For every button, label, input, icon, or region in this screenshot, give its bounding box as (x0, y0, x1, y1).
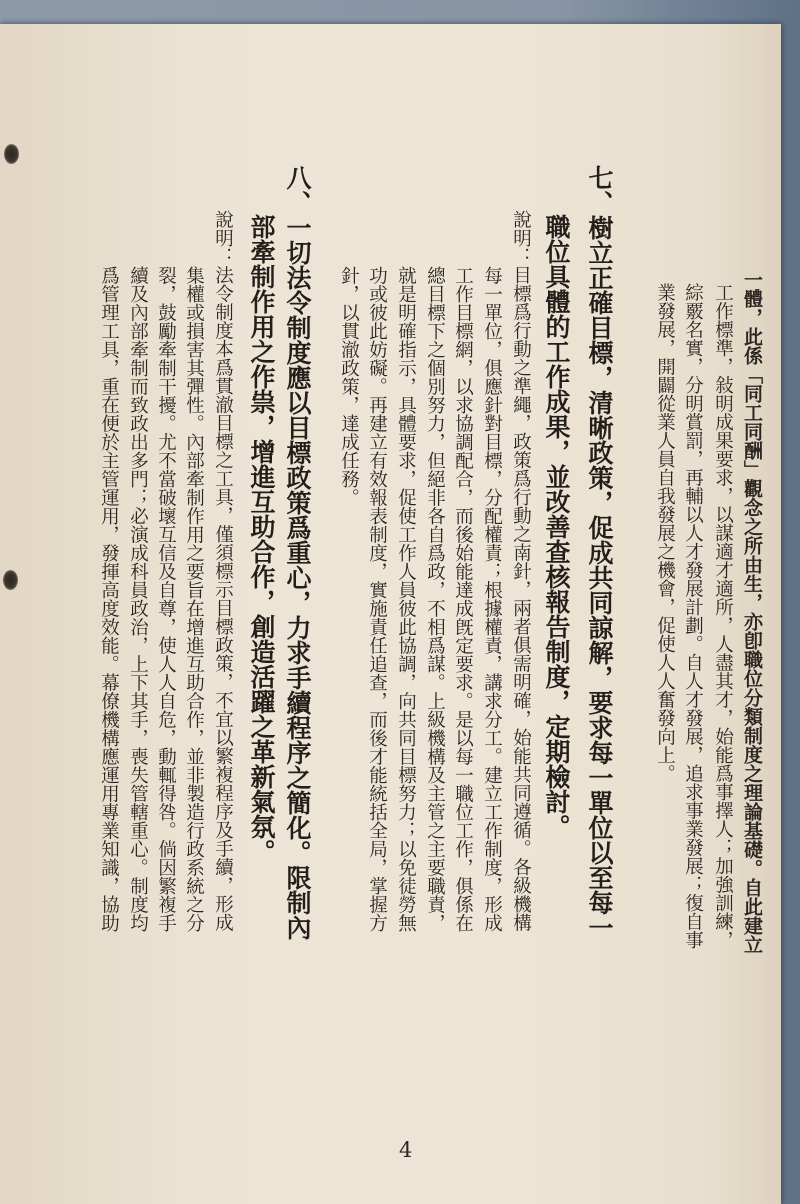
section-7-note-line: 就是明確指示，具體要求，促使工作人員彼此協調，向共同目標努力；以免徒勞無 (395, 266, 417, 932)
section-7-note-line: 說明：目標爲行動之準繩，政策爲行動之南針，兩者俱需明確，始能共同遵循。各級機構 (510, 210, 532, 932)
section-7-note-line: 功或彼此妨礙。再建立有效報表制度，實施責任追查，而後才能統括全局，掌握方 (366, 266, 388, 932)
page-number: 4 (399, 1138, 413, 1162)
section-7-heading-line: 職位具體的工作成果，並改善查核報告制度，定期檢討。 (542, 214, 571, 839)
section-8-note-line: 爲管理工具，重在便於主管運用，發揮高度效能。幕僚機構應運用專業知識，協助 (98, 266, 120, 932)
continuation-line: 工作標準，敍明成果要求，以謀適才適所，人盡其才，始能爲事擇人；加強訓練， (712, 283, 734, 949)
section-7-heading-line: 七、樹立正確目標，清晰政策，促成共同諒解，要求每一單位以至每一 (585, 165, 614, 940)
continuation-line: 業發展，開闢從業人員自我發展之機會，促使人人奮發向上。 (654, 283, 676, 783)
continuation-line: 綜覈名實，分明賞罰，再輔以人才發展計劃。自人才發展，追求事業發展；復自事 (682, 283, 704, 949)
section-8-note-line: 說明：法令制度本爲貫澈目標之工具，僅須標示目標政策，不宜以繁複程序及手續，形成 (212, 210, 234, 932)
section-8-heading-line: 部牽制作用之作祟，增進互助合作，創造活躍之革新氣氛。 (247, 214, 276, 864)
section-7-note-line: 總目標下之個別努力，但絕非各自爲政，不相爲謀。上級機構及主管之主要職責， (424, 266, 446, 932)
section-8-note-line: 裂，鼓勵牽制干擾。尤不當破壞互信及自尊，使人人自危，動輒得咎。倘因繁複手 (155, 266, 177, 932)
continuation-line: 一體，此係「同工同酬」觀念之所由生，亦卽職位分類制度之理論基礎。自此建立 (741, 270, 763, 954)
section-8-heading-line: 八、一切法令制度應以目標政策爲重心，力求手續程序之簡化。限制內 (283, 165, 312, 940)
section-7-note-line: 工作目標網，以求協調配合，而後始能達成旣定要求。是以每一職位工作，俱係在 (452, 266, 474, 932)
section-7-note-line: 每一單位，俱應針對目標，分配權責；根據權責，講求分工。建立工作制度，形成 (481, 266, 503, 932)
section-8-note-line: 續及內部牽制而致政出多門；必演成科員政治，上下其手，喪失管轄重心。制度均 (127, 266, 149, 932)
section-7-note-line: 針，以貫澈政策，達成任務。 (338, 266, 360, 507)
section-8-note-line: 集權或損害其彈性。內部牽制作用之要旨在增進互助合作，並非製造行政系統之分 (183, 266, 205, 932)
